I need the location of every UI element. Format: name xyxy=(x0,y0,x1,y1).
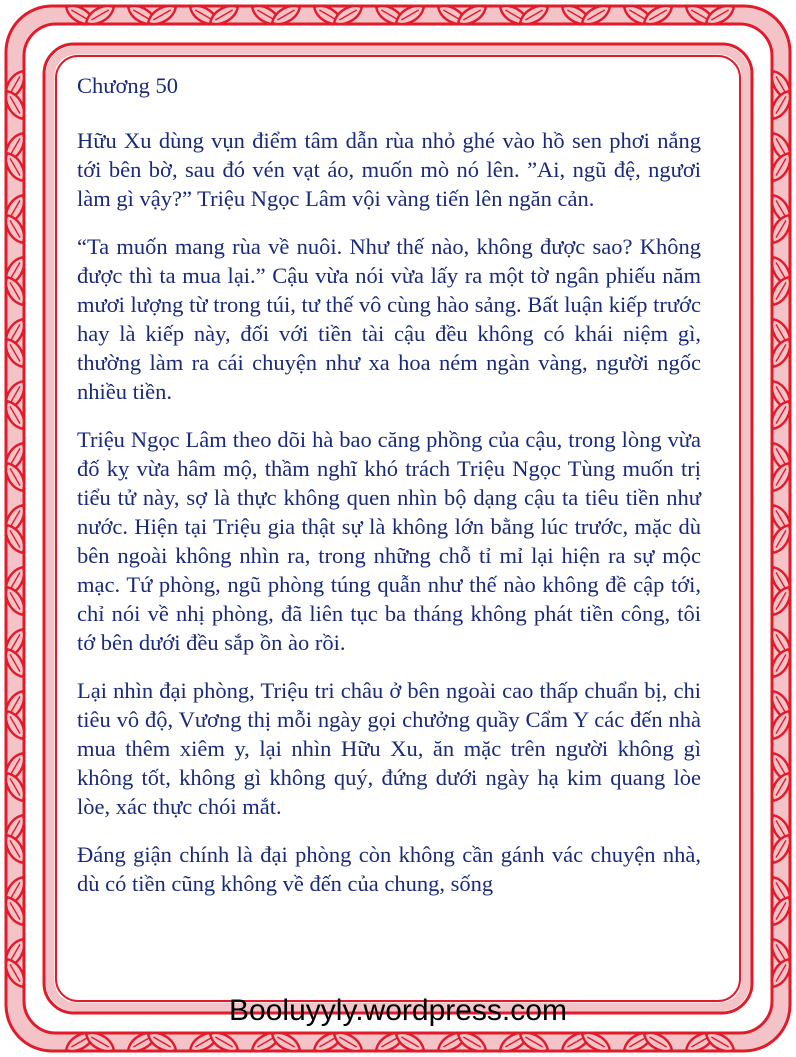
paragraph: Hữu Xu dùng vụn điểm tâm dẫn rùa nhỏ ghé vào hồ sen phơi nắng tới bên bờ, sau đó vén vạt áo, muốn mò nó lên. ”Ai, ngũ đệ, ngươi làm gì vậy?” Triệu Ngọc Lâm vội vàng tiến lên ngăn cản. xyxy=(77,128,701,211)
paragraph: Triệu Ngọc Lâm theo dõi hà bao căng phồng của cậu, trong lòng vừa đố kỵ vừa hâm mộ, thầm nghĩ khó trách Triệu Ngọc Tùng muốn trị tiểu tử này, sợ là thực không quen nhìn bộ dạng cậu ta tiêu tiền như nước. Hiện tại Triệu gia thật sự là không lớn bằng lúc trước, mặc dù bên ngoài không nhìn ra, trong những chỗ tỉ mỉ lại hiện ra sự mộc mạc. Tứ phòng, ngũ phòng túng quẫn như thế nào không đề cập tới, chỉ nói về nhị phòng, đã liên tục ba tháng không phát tiền công, tôi tớ bên dưới đều sắp ồn ào rồi. xyxy=(77,427,701,655)
paragraph: “Ta muốn mang rùa về nuôi. Như thế nào, không được sao? Không được thì ta mua lại.” Cậu vừa nói vừa lấy ra một tờ ngân phiếu năm mươi lượng từ trong túi, tư thế vô cùng hào sảng. Bất luận kiếp trước hay là kiếp này, đối với tiền tài cậu đều không có khái niệm gì, thường làm ra cái chuyện như xa hoa ném ngàn vàng, người ngốc nhiều tiền. xyxy=(77,234,701,404)
document-body xyxy=(77,68,701,898)
paragraph: Lại nhìn đại phòng, Triệu tri châu ở bên ngoài cao thấp chuẩn bị, chi tiêu vô độ, Vương thị mỗi ngày gọi chưởng quầy Cẩm Y các đến nhà mua thêm xiêm y, lại nhìn Hữu Xu, ăn mặc trên người không gì không tốt, không gì không quý, đứng dưới ngày hạ kim quang lòe lòe, xác thực chói mắt. xyxy=(77,678,701,819)
watermark-url: Booluyyly.wordpress.com xyxy=(229,994,567,1027)
chapter-title: Chương 50 xyxy=(77,73,178,98)
paragraph: Đáng giận chính là đại phòng còn không cần gánh vác chuyện nhà, dù có tiền cũng không về đến của chung, sống xyxy=(77,842,701,896)
